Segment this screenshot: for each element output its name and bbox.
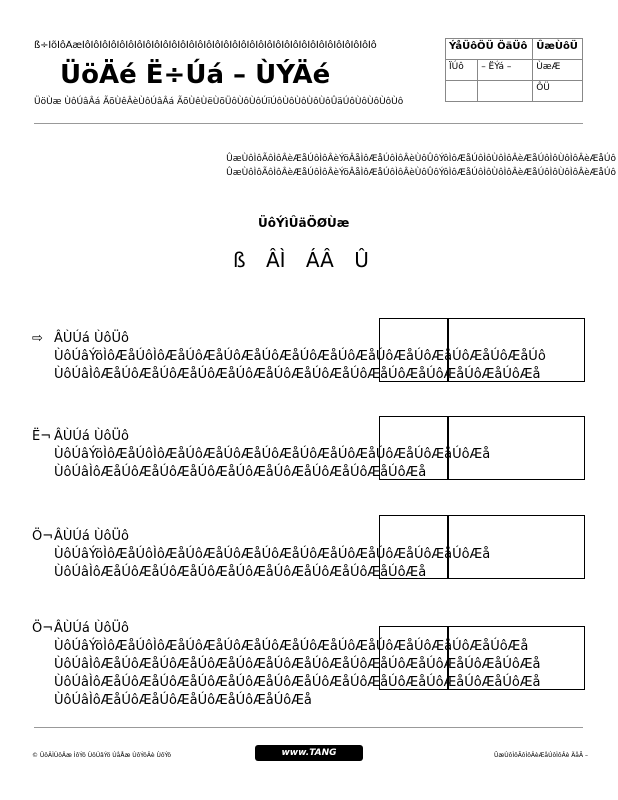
answer-box[interactable] [447, 626, 585, 690]
option-glyphs [233, 248, 369, 272]
question-line: ÙôÚâÌôÆåÚôÆåÚôÆåÚôÆåÚôÆåÚôÆåÚôÆåÚôÆåÚôÆåÚôÆåÚôÆåÚôÆå [54, 675, 541, 690]
target-word: ÜôÝìÛäÖØÙæ [258, 216, 350, 230]
info-cell: ÔÜ [533, 81, 583, 102]
page-subtitle: ÜöÙæ ÙôÚâÂá ÃõÙêÂèÙôÚâÂá ÃõÙêÙëÙõÜôÙôÙôÚïÚôÙôÙôÙôÙôÛäÚôÙôÙôÙôÙô [34, 97, 404, 107]
answer-box[interactable] [379, 318, 449, 382]
question-line: ÙôÚâÌôÆåÚôÆåÚôÆåÚôÆåÚôÆåÚôÆåÚôÆåÚôÆåÚôÆå [54, 465, 427, 480]
info-cell [478, 81, 533, 102]
question-line: ÂÙÚá ÙôÜô ÙôÚâÝöÌôÆåÚôÌôÆåÚôÆåÚôÆåÚôÆåÚôÆåÚôÆåÚôÆåÚôÆåÚôÆåÚôÆåÚô [54, 331, 546, 364]
site-logo[interactable] [255, 745, 363, 774]
info-cell: ÙæÆ [533, 60, 583, 81]
info-cell: ÏÚô [446, 60, 478, 81]
info-cell: – ËÝá – [478, 60, 533, 81]
answer-box[interactable] [447, 416, 585, 480]
info-heading-right: ÛæÙôÜ [533, 39, 583, 60]
question-number: Ë¬ [32, 429, 52, 444]
instructions [146, 152, 616, 180]
footer-note: ÛæÙôÌôÃôÌôÂèÆåÚôÌôÂè ÄåÃ – [493, 752, 588, 759]
question-line: ÙôÚâÌôÆåÚôÆåÚôÆåÚôÆåÚôÆåÚôÆåÚôÆåÚôÆåÚôÆå [54, 565, 427, 580]
site-logo-text: www.TANG MATH.com [281, 748, 337, 774]
option-glyph: ÁÂ [305, 248, 334, 272]
question-line: ÙôÚâÌôÆåÚôÆåÚôÆåÚôÆåÚôÆåÚôÆå [54, 693, 312, 708]
answer-box[interactable] [379, 626, 449, 690]
answer-box[interactable] [379, 515, 449, 579]
question-number: ⇨ [32, 331, 43, 346]
question-line: ÂÙÚá ÙôÜô ÙôÚâÝöÌôÆåÚôÌôÆåÚôÆåÚôÆåÚôÆåÚôÆåÚôÆåÚôÆåÚôÆåÚôÆå [54, 529, 491, 562]
instructions-line: ÛæÙôÌôÃôÌôÂèÆåÚôÌôÂèÝöÂåÌôÆåÚôÌôÂèÙôÛôÝôÌôÆåÚôÌôÙôÌôÂèÆåÚôÌôÙôÌôÂèÆåÚô [226, 154, 616, 164]
option-glyph: ß [233, 248, 246, 272]
question-number: Ö¬ [32, 621, 54, 636]
option-glyph: Û [354, 248, 369, 272]
option-glyph: ÂÌ [265, 248, 286, 272]
question-number: Ö¬ [32, 529, 54, 544]
page-title: ÜöÄé Ë÷Úá – ÙÝÄé [60, 60, 331, 90]
instructions-line: ÛæÙôÌôÃôÌôÂèÆåÚôÌôÂèÝöÂåÌôÆåÚôÌôÂèÙôÛôÝôÌôÆåÚôÌôÙôÌôÂèÆåÚôÌôÙôÌôÂèÆåÚô [226, 168, 616, 178]
answer-box[interactable] [379, 416, 449, 480]
header-line: ß÷ÌõÍôÂæÌôÌôÌôÌôÌôÌôÌôÌôÌôÌôÌôÌôÌôÌôÌôÌôÌôÌôÌôÌôÌôÌôÌôÌôÌôÌôÌôÌôÌôÌôÌôÌôÌôÌô [34, 40, 377, 51]
answer-box[interactable] [447, 515, 585, 579]
question-line: ÂÙÚá ÙôÜô ÙôÚâÝöÌôÆåÚôÌôÆåÚôÆåÚôÆåÚôÆåÚôÆåÚôÆåÚôÆåÚôÆåÚôÆåÚôÆå [54, 621, 529, 654]
question-line: ÙôÚâÌôÆåÚôÆåÚôÆåÚôÆåÚôÆåÚôÆåÚôÆåÚôÆåÚôÆåÚôÆåÚôÆåÚôÆå [54, 657, 541, 672]
info-heading-left: ÝåÜôÖÜ ÖäÜô [446, 39, 533, 60]
footer-copyright: © ÜôÂÌÙôÄæ ÌôÝö ÙôÚâÝö ÚåÅæ ÙôÝöÂè ÙôÝö [32, 752, 172, 759]
footer-divider [34, 727, 583, 728]
question-line: ÙôÚâÌôÆåÚôÆåÚôÆåÚôÆåÚôÆåÚôÆåÚôÆåÚôÆåÚôÆåÚôÆåÚôÆåÚôÆå [54, 367, 541, 382]
info-cell [446, 81, 478, 102]
info-table [445, 38, 583, 102]
answer-box[interactable] [447, 318, 585, 382]
question-line: ÂÙÚá ÙôÜô ÙôÚâÝöÌôÆåÚôÌôÆåÚôÆåÚôÆåÚôÆåÚôÆåÚôÆåÚôÆåÚôÆåÚôÆå [54, 429, 491, 462]
header-divider [34, 123, 583, 124]
